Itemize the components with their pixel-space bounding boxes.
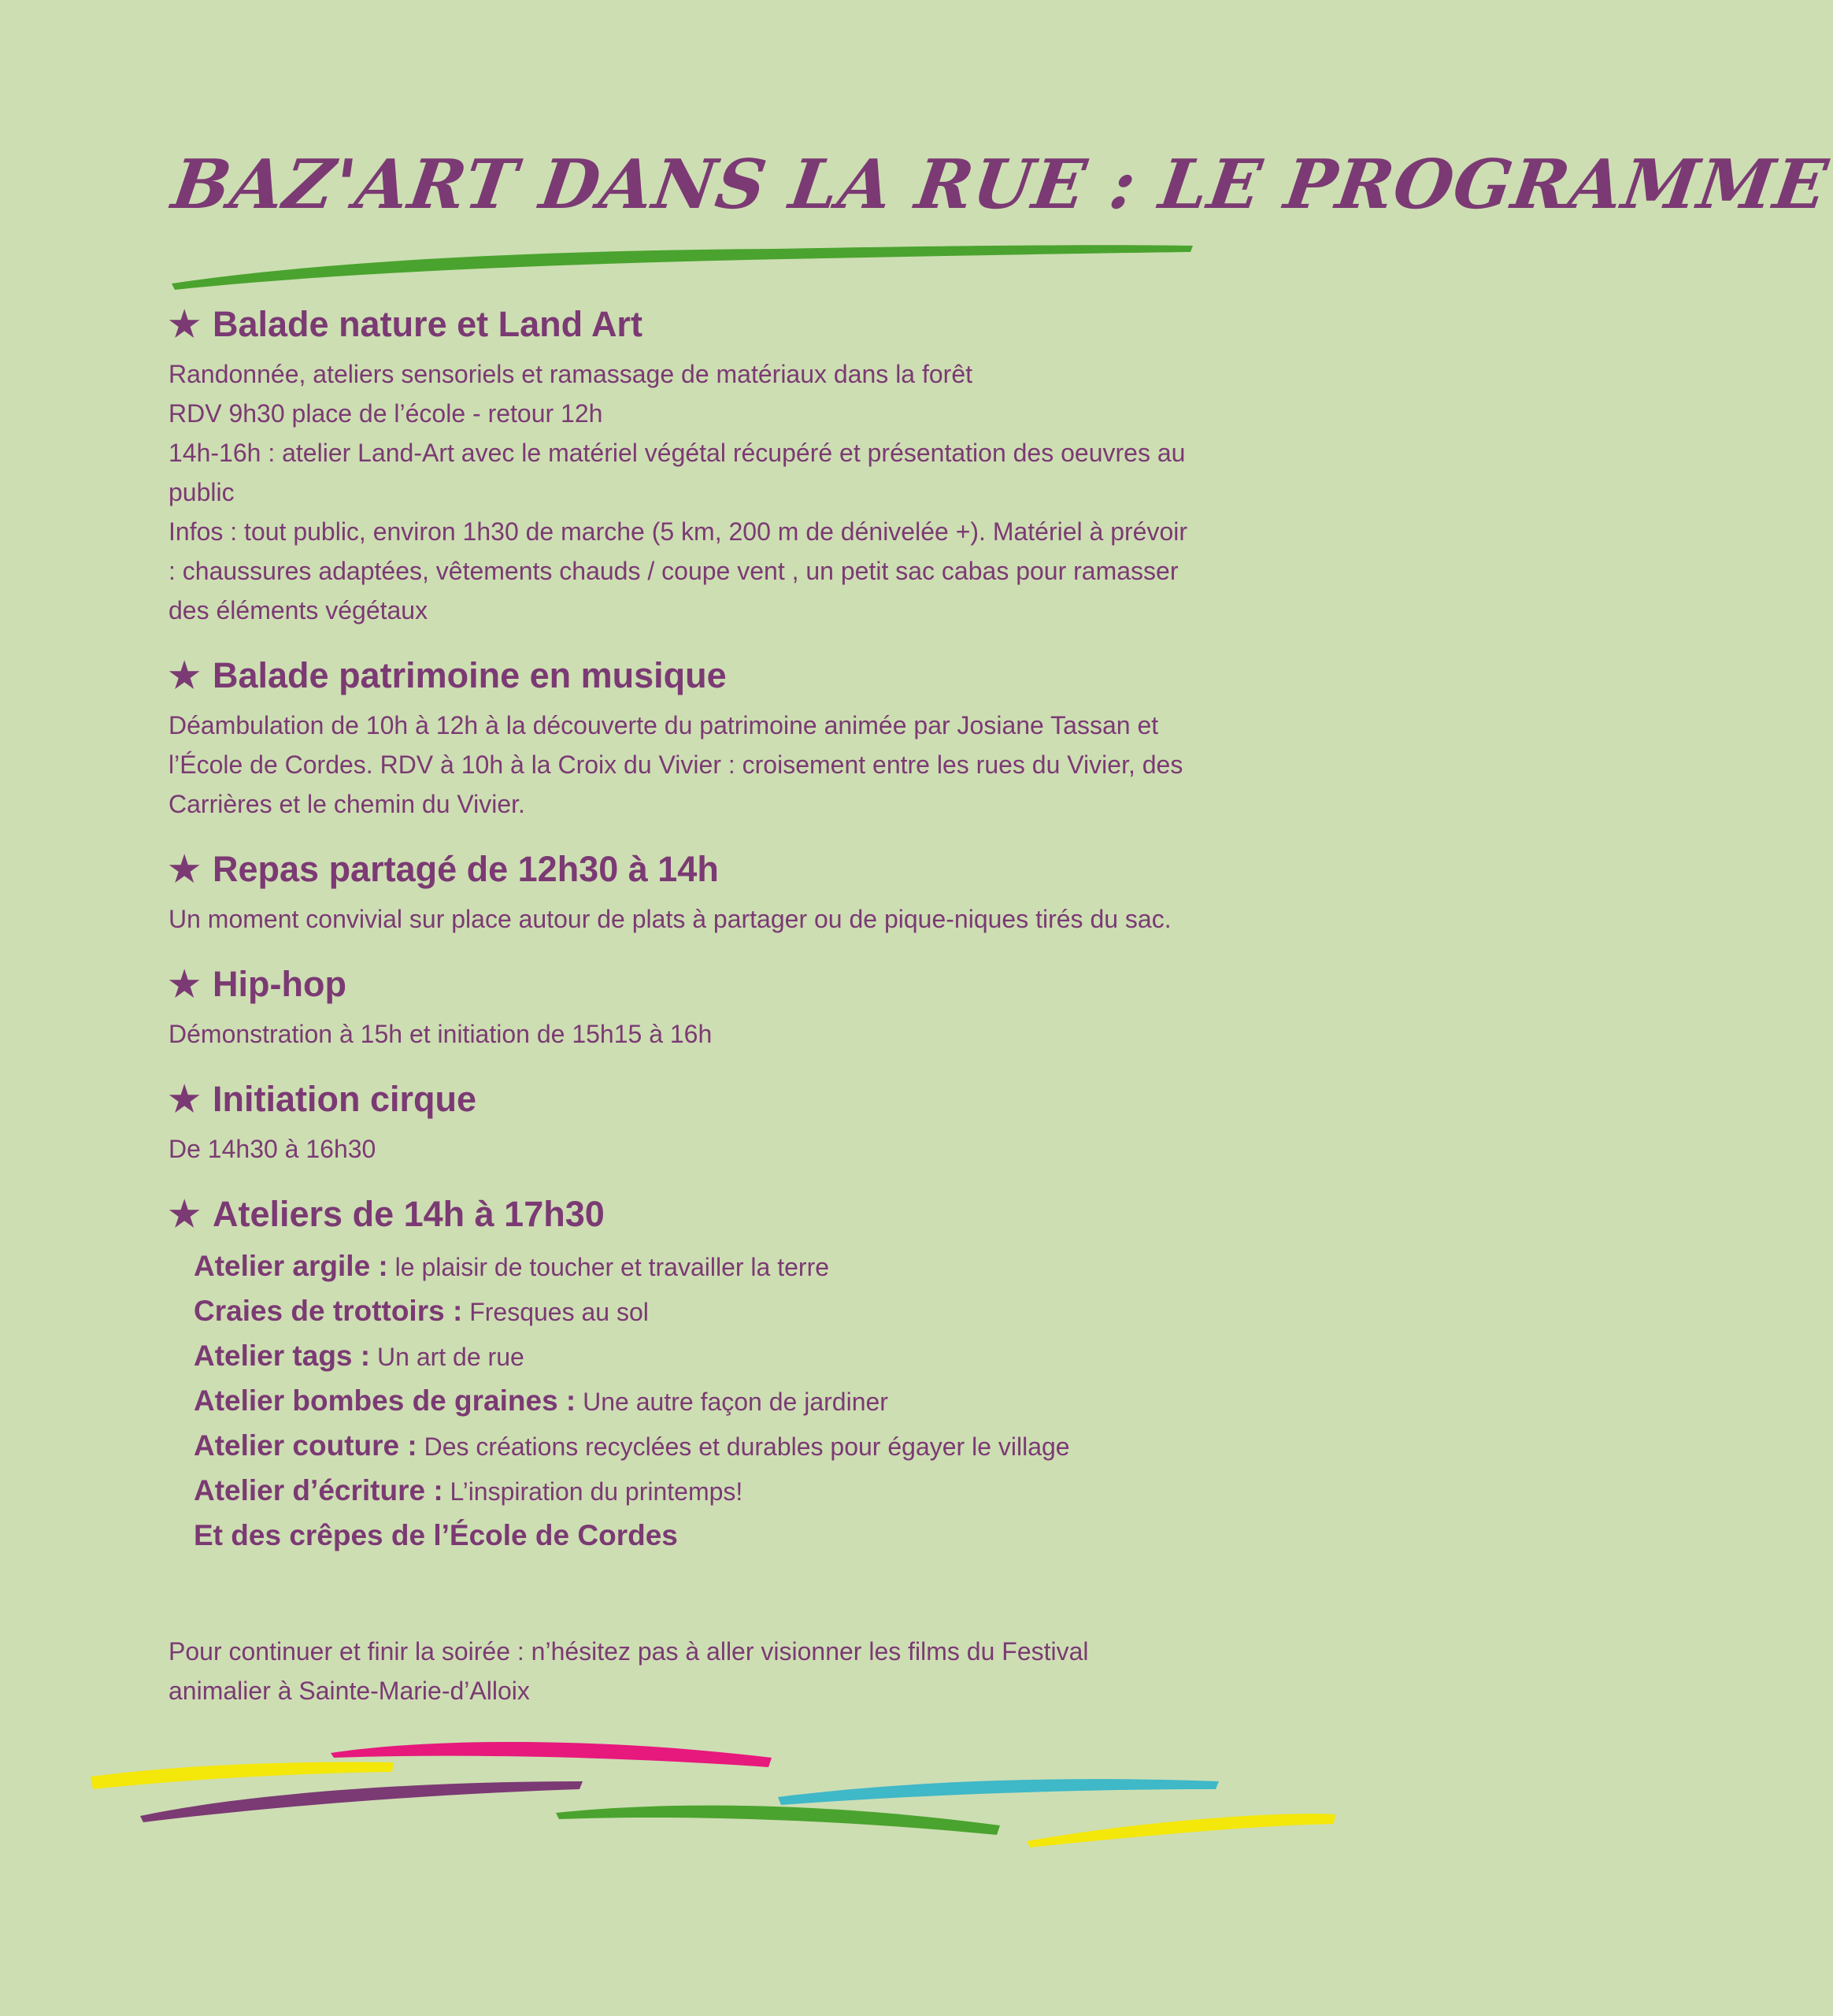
atelier-name: Atelier tags : — [194, 1340, 371, 1372]
section-balade-nature — [168, 302, 1192, 630]
atelier-desc: le plaisir de toucher et travailler la terre — [387, 1253, 830, 1281]
section-heading: ★ Initiation cirque — [168, 1077, 1192, 1121]
atelier-desc: Une autre façon de jardiner — [576, 1388, 888, 1416]
ateliers-list — [194, 1244, 1192, 1558]
green-brush-stroke — [556, 1806, 1000, 1835]
star-icon: ★ — [168, 1079, 201, 1119]
section-text: RDV 9h30 place de l’école - retour 12h — [168, 399, 603, 428]
atelier-desc: Des créations recyclées et durables pour égayer le village — [417, 1432, 1070, 1461]
cyan-brush-stroke — [778, 1779, 1219, 1805]
section-heading: ★ Hip-hop — [168, 962, 1192, 1006]
yellow-brush-stroke-left — [91, 1762, 394, 1789]
page-title: BAZ'ART DANS LA RUE : LE PROGRAMME — [167, 145, 1833, 224]
list-item — [194, 1379, 1192, 1424]
list-item — [194, 1514, 1192, 1558]
section-text: Déambulation de 10h à 12h à la découverte du patrimoine animée par Josiane Tassan et l’École de Cordes. RDV à 10h à la Croix du Vivier : croisement entre les rues du Vivier, des Carrières et le chemin du Vivier. — [168, 711, 1183, 818]
yellow-brush-stroke-right — [1027, 1814, 1335, 1847]
star-icon: ★ — [168, 964, 201, 1004]
list-item — [194, 1334, 1192, 1379]
star-icon: ★ — [168, 849, 201, 889]
section-heading: ★ Ateliers de 14h à 17h30 — [168, 1192, 1192, 1236]
section-repas — [168, 847, 1192, 939]
section-heading: ★ Balade nature et Land Art — [168, 302, 1192, 346]
atelier-desc: Fresques au sol — [462, 1298, 649, 1326]
green-brush-underline — [172, 245, 1193, 290]
section-heading: ★ Repas partagé de 12h30 à 14h — [168, 847, 1192, 891]
section-text: De 14h30 à 16h30 — [168, 1135, 376, 1163]
purple-brush-stroke — [140, 1781, 583, 1822]
star-icon: ★ — [168, 1194, 201, 1234]
closing-text: Pour continuer et finir la soirée : n’hésitez pas à aller visionner les films du Festival animalier à Sainte-Marie-d’Alloix — [168, 1637, 1089, 1705]
star-icon: ★ — [168, 655, 201, 695]
atelier-name: Atelier argile : — [194, 1250, 388, 1282]
atelier-desc: Un art de rue — [370, 1343, 524, 1371]
atelier-name: Craies de trottoirs : — [194, 1295, 463, 1327]
list-item — [194, 1469, 1192, 1514]
program-content — [168, 302, 1192, 1558]
star-icon: ★ — [168, 304, 201, 344]
atelier-name: Atelier couture : — [194, 1429, 417, 1462]
atelier-name: Et des crêpes de l’École de Cordes — [194, 1519, 678, 1551]
list-item — [194, 1289, 1192, 1334]
atelier-desc: L’inspiration du printemps! — [443, 1477, 743, 1506]
list-item — [194, 1244, 1192, 1289]
section-heading: ★ Balade patrimoine en musique — [168, 654, 1192, 698]
section-ateliers — [168, 1192, 1192, 1558]
section-text: Randonnée, ateliers sensoriels et ramassage de matériaux dans la forêt — [168, 360, 973, 388]
section-text: Démonstration à 15h et initiation de 15h15 à 16h — [168, 1020, 713, 1048]
section-hip-hop — [168, 962, 1192, 1054]
pink-brush-stroke — [331, 1742, 772, 1767]
atelier-name: Atelier d’écriture : — [194, 1474, 443, 1506]
section-balade-patrimoine — [168, 654, 1192, 824]
list-item — [194, 1424, 1192, 1469]
section-cirque — [168, 1077, 1192, 1169]
atelier-name: Atelier bombes de graines : — [194, 1384, 576, 1417]
section-text: Infos : tout public, environ 1h30 de marche (5 km, 200 m de dénivelée +). Matériel à prévoir : chaussures adaptées, vêtements chauds / coupe vent , un petit sac cabas pour ramasser des éléments végétaux — [168, 517, 1188, 624]
section-text: Un moment convivial sur place autour de plats à partager ou de pique-niques tirés du sac. — [168, 905, 1172, 933]
section-text: 14h-16h : atelier Land-Art avec le matériel végétal récupéré et présentation des oeuvres au public — [168, 439, 1186, 506]
